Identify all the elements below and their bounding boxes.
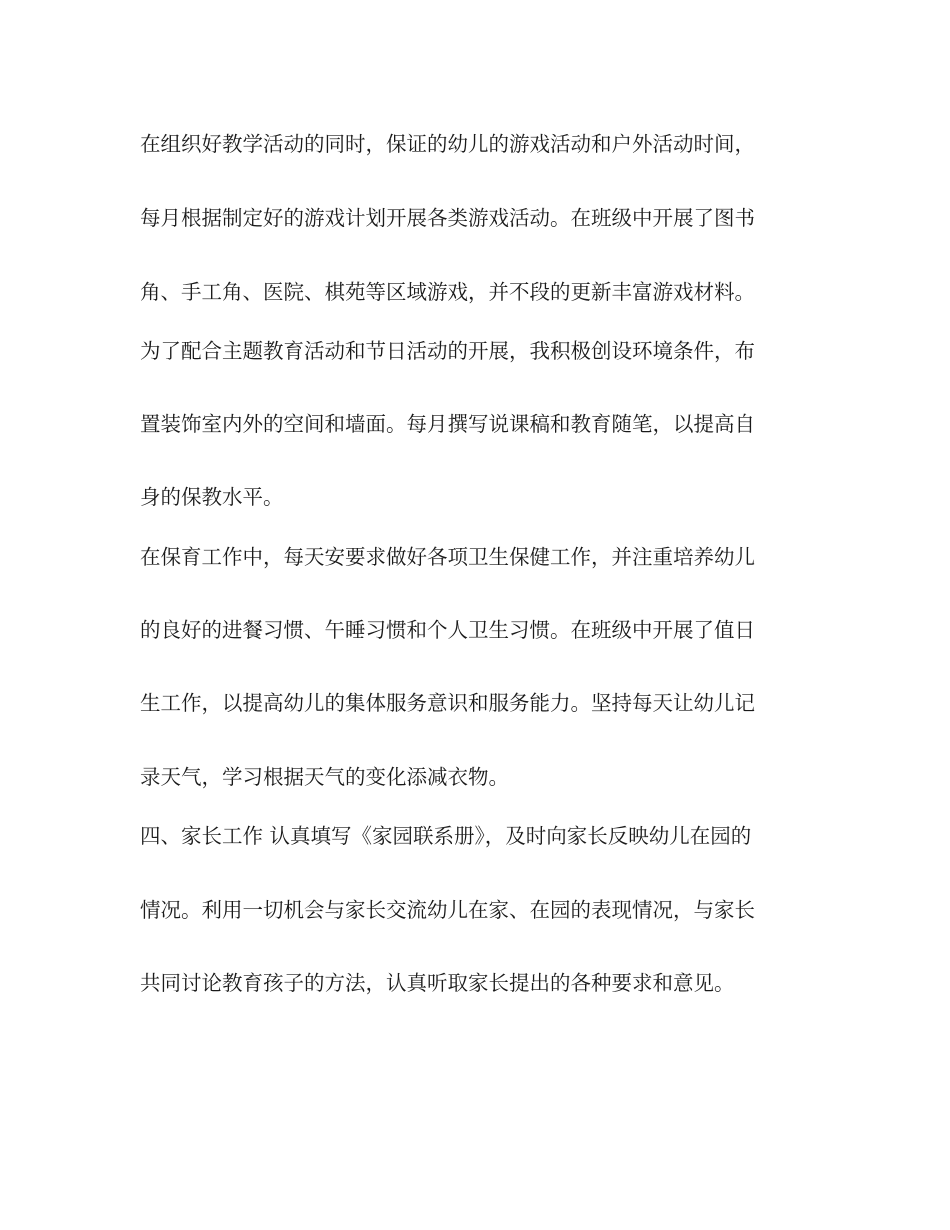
text-line-2: 每月根据制定好的游戏计划开展各类游戏活动。在班级中开展了图书 — [140, 206, 755, 230]
text-line-12: 情况。利用一切机会与家长交流幼儿在家、在园的表现情况，与家长 — [140, 898, 755, 922]
text-line-8: 的良好的进餐习惯、午睡习惯和个人卫生习惯。在班级中开展了值日 — [140, 618, 755, 642]
text-line-10: 录天气，学习根据天气的变化添减衣物。 — [140, 765, 509, 789]
text-line-11: 四、家长工作 认真填写《家园联系册》，及时向家长反映幼儿在园的 — [140, 824, 752, 848]
text-line-3: 角、手工角、医院、棋苑等区域游戏，并不段的更新丰富游戏材料。 — [140, 280, 755, 304]
text-line-4: 为了配合主题教育活动和节日活动的开展，我积极创设环境条件，布 — [140, 339, 755, 363]
text-line-13: 共同讨论教育孩子的方法，认真听取家长提出的各种要求和意见。 — [140, 971, 735, 995]
text-line-9: 生工作，以提高幼儿的集体服务意识和服务能力。坚持每天让幼儿记 — [140, 691, 755, 715]
text-line-1: 在组织好教学活动的同时，保证的幼儿的游戏活动和户外活动时间， — [140, 132, 755, 156]
text-line-7: 在保育工作中，每天安要求做好各项卫生保健工作，并注重培养幼儿 — [140, 545, 755, 569]
text-line-5: 置装饰室内外的空间和墙面。每月撰写说课稿和教育随笔，以提高自 — [140, 412, 755, 436]
text-line-6: 身的保教水平。 — [140, 485, 284, 509]
